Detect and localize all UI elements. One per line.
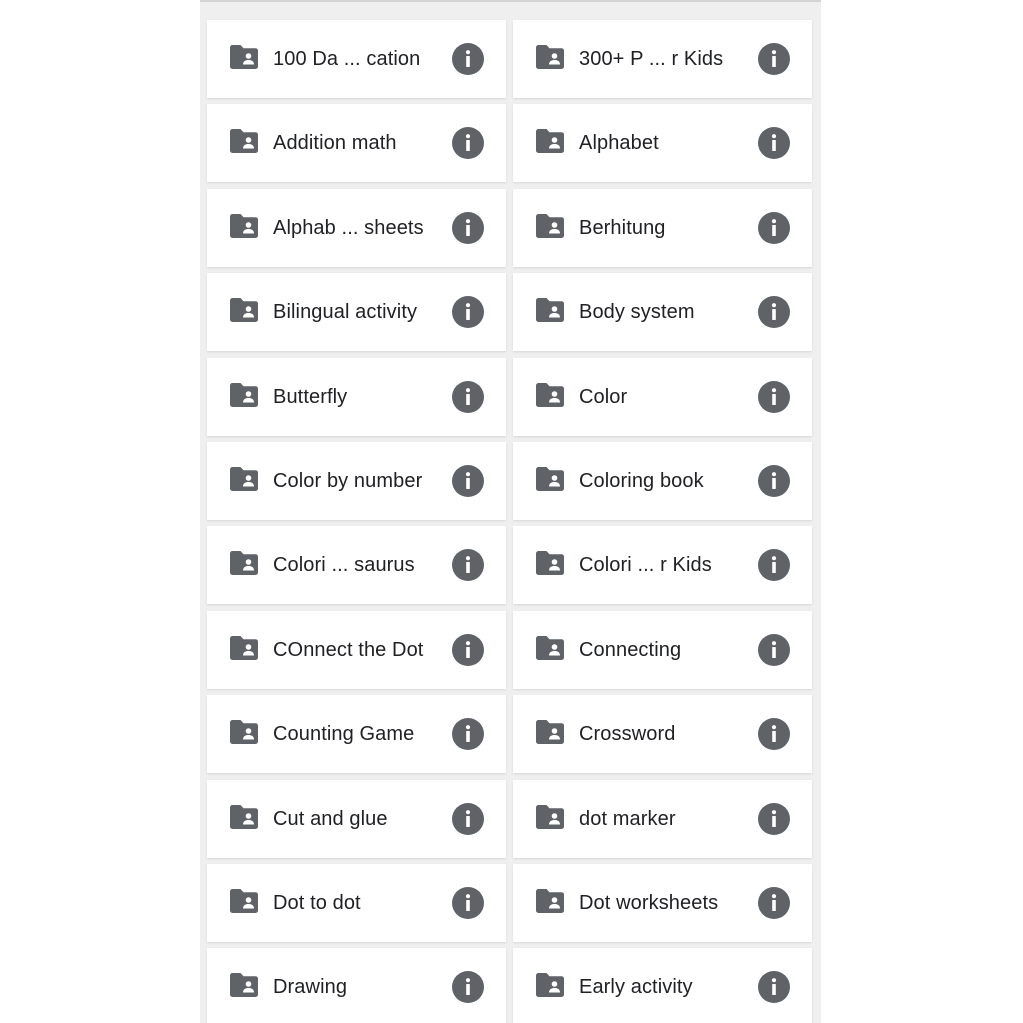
shared-folder-icon (230, 973, 258, 997)
shared-folder-icon (536, 298, 564, 322)
folder-name: 100 Da ... cation (273, 48, 421, 70)
folder-tile[interactable] (513, 20, 812, 98)
info-icon[interactable] (758, 465, 790, 497)
folder-name: Dot worksheets (579, 891, 719, 914)
shared-folder-icon (230, 551, 258, 575)
info-icon[interactable] (758, 127, 790, 159)
folder-name: dot marker (579, 807, 676, 830)
folder-tile[interactable] (207, 104, 506, 182)
shared-folder-icon (536, 214, 564, 238)
shared-folder-icon (230, 467, 258, 491)
folder-name: Colori ... saurus (273, 554, 415, 577)
folder-tile[interactable] (207, 273, 506, 351)
folder-name: Colori ... r Kids (579, 554, 712, 577)
folder-grid (207, 20, 812, 1023)
shared-folder-icon (230, 383, 258, 407)
shared-folder-icon (536, 973, 564, 997)
shared-folder-icon (230, 45, 258, 69)
folder-name: Alphabet (579, 132, 659, 155)
folder-tile[interactable] (513, 442, 812, 520)
folder-name: Connecting (579, 638, 682, 661)
info-icon[interactable] (452, 212, 484, 244)
info-icon[interactable] (758, 296, 790, 328)
folder-tile[interactable] (513, 611, 812, 689)
info-icon[interactable] (758, 549, 790, 581)
folder-name: Butterfly (273, 385, 348, 408)
shared-folder-icon (536, 720, 564, 744)
info-icon[interactable] (452, 718, 484, 750)
folder-name: Berhitung (579, 216, 666, 239)
folder-grid-panel (200, 0, 821, 1023)
shared-folder-icon (536, 467, 564, 491)
shared-folder-icon (230, 129, 258, 153)
info-icon[interactable] (452, 634, 484, 666)
info-icon[interactable] (452, 971, 484, 1003)
shared-folder-icon (230, 805, 258, 829)
folder-tile[interactable] (207, 526, 506, 604)
folder-name: Dot to dot (273, 891, 361, 914)
info-icon[interactable] (758, 971, 790, 1003)
info-icon[interactable] (758, 43, 790, 75)
folder-name: Early activity (579, 976, 693, 999)
shared-folder-icon (230, 214, 258, 238)
folder-name: COnnect the Dot (273, 638, 424, 661)
folder-name: Bilingual activity (273, 301, 418, 324)
folder-name: Crossword (579, 723, 676, 746)
folder-name: Body system (579, 301, 695, 324)
shared-folder-icon (536, 889, 564, 913)
folder-tile[interactable] (207, 442, 506, 520)
folder-tile[interactable] (513, 273, 812, 351)
folder-name: 300+ P ... r Kids (579, 48, 724, 70)
folder-tile[interactable] (207, 695, 506, 773)
folder-tile[interactable] (513, 526, 812, 604)
folder-tile[interactable] (207, 189, 506, 267)
folder-tile[interactable] (207, 358, 506, 436)
info-icon[interactable] (452, 803, 484, 835)
shared-folder-icon (536, 129, 564, 153)
info-icon[interactable] (452, 381, 484, 413)
info-icon[interactable] (452, 43, 484, 75)
info-icon[interactable] (452, 127, 484, 159)
folder-tile[interactable] (207, 20, 506, 98)
folder-tile[interactable] (513, 695, 812, 773)
info-icon[interactable] (758, 887, 790, 919)
shared-folder-icon (230, 636, 258, 660)
shared-folder-icon (230, 889, 258, 913)
shared-folder-icon (536, 551, 564, 575)
folder-name: Alphab ... sheets (273, 216, 424, 239)
folder-tile[interactable] (513, 189, 812, 267)
folder-tile[interactable] (207, 611, 506, 689)
info-icon[interactable] (758, 212, 790, 244)
shared-folder-icon (230, 298, 258, 322)
folder-tile[interactable] (513, 780, 812, 858)
folder-tile[interactable] (513, 358, 812, 436)
info-icon[interactable] (758, 634, 790, 666)
info-icon[interactable] (452, 549, 484, 581)
folder-name: Color by number (273, 469, 423, 492)
folder-name: Color (579, 385, 628, 408)
info-icon[interactable] (452, 887, 484, 919)
folder-name: Coloring book (579, 469, 704, 492)
info-icon[interactable] (452, 465, 484, 497)
info-icon[interactable] (758, 718, 790, 750)
shared-folder-icon (536, 383, 564, 407)
info-icon[interactable] (758, 803, 790, 835)
folder-tile[interactable] (207, 948, 506, 1023)
folder-tile[interactable] (513, 864, 812, 942)
folder-tile[interactable] (207, 780, 506, 858)
folder-name: Counting Game (273, 723, 415, 746)
folder-tile[interactable] (513, 948, 812, 1023)
folder-tile[interactable] (513, 104, 812, 182)
shared-folder-icon (230, 720, 258, 744)
folder-tile[interactable] (207, 864, 506, 942)
folder-name: Cut and glue (273, 807, 388, 830)
info-icon[interactable] (758, 381, 790, 413)
shared-folder-icon (536, 636, 564, 660)
shared-folder-icon (536, 805, 564, 829)
info-icon[interactable] (452, 296, 484, 328)
folder-name: Drawing (273, 976, 348, 999)
folder-name: Addition math (273, 132, 397, 155)
shared-folder-icon (536, 45, 564, 69)
